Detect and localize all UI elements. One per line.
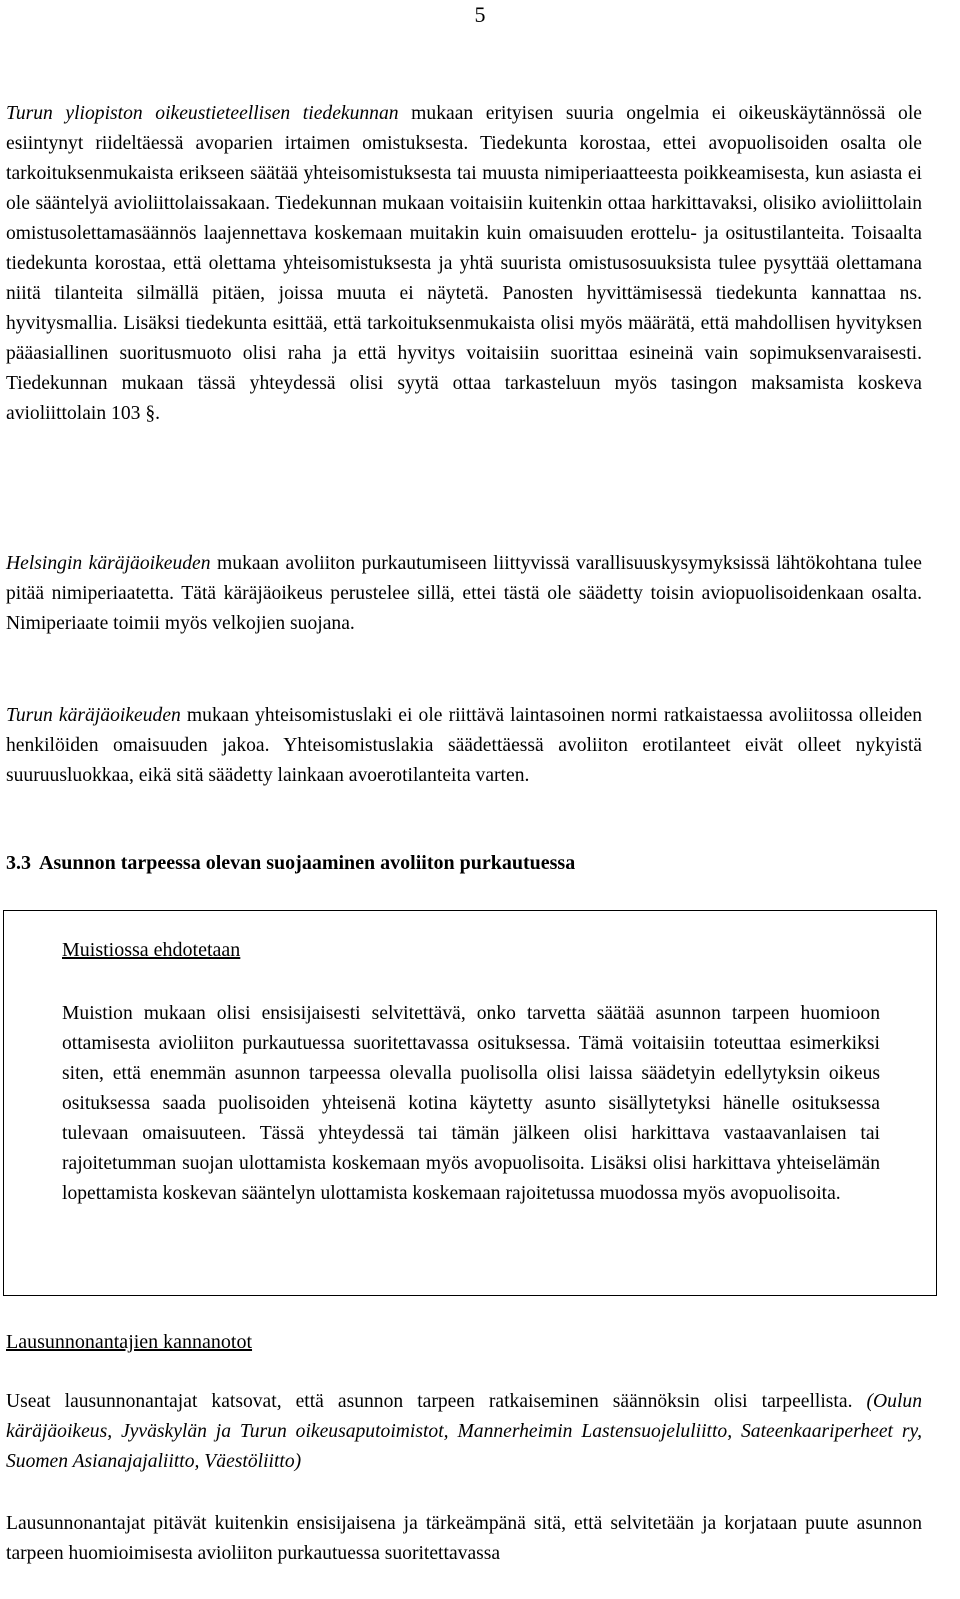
- statements-sources: (Oulun käräjäoikeus, Jyväskylän ja Turun oikeusaputoimistot, Mannerheimin Lastensuojeluliitto, Sateenkaariperheet ry, Suomen Asianajajaliitto, Väestöliitto): [6, 1391, 922, 1472]
- paragraph-lead: Turun käräjäoikeuden: [6, 705, 181, 726]
- paragraph-text: mukaan yhteisomistuslaki ei ole riittävä laintasoinen normi ratkaistaessa avoliitossa olleiden henkilöiden omaisuuden jakoa. Yhteisomistuslakia säädettäessä avoliiton erotilanteet eivät olleet nykyistä suuruusluokkaa, eikä sitä säädetty lainkaan avoerotilanteita varten.: [6, 705, 922, 786]
- section-title: Asunnon tarpeessa olevan suojaaminen avoliiton purkautuessa: [39, 852, 576, 874]
- paragraph-text: mukaan erityisen suuria ongelmia ei oikeuskäytännössä ole esiintynyt riideltäessä avoparien irtaimen omistuksesta. Tiedekunta korostaa, ettei avopuolisoiden osalta ole tarkoituksenmukaista erikseen säätää yhteisomistuksesta tai muusta nimiperiaatteesta poikkeamisesta, kun asiasta ei ole sääntelyä avioliittolaissakaan. Tiedekunnan mukaan voitaisiin kuitenkin ottaa harkittavaksi, olisiko avioliittolain omistusolettamasäännös laajennettava koskemaan muitakin kuin omaisuuden erottelu- ja ositustilanteita. Toisaalta tiedekunta korostaa, että olettama yhteisomistuksesta ja yhtä suurista omistusosuuksista tulee pysyttää olettamana niitä tilanteita silmällä pitäen, joissa muuta ei näytetä. Panosten hyvittämisessä tiedekunta kannattaa ns. hyvitysmallia. Lisäksi tiedekunta esittää, että tarkoituksenmukaista olisi myös määrätä, että mahdollisen hyvityksen pääasiallinen suoritusmuoto olisi raha ja että hyvitys voitaisiin suorittaa esineinä vain sopimuksenvaraisesti. Tiedekunnan mukaan tässä yhteydessä olisi syytä ottaa tarkasteluun myös tasingon maksamista koskeva avioliittolain 103 §.: [6, 103, 922, 424]
- statements-title: Lausunnonantajien kannanotot: [6, 1331, 253, 1353]
- section-number: 3.3: [6, 852, 31, 874]
- paragraph-lead: Helsingin käräjäoikeuden: [6, 553, 211, 574]
- statements-text: Useat lausunnonantajat katsovat, että asunnon tarpeen ratkaiseminen säännöksin olisi tarpeellista.: [6, 1391, 867, 1412]
- paragraph-turku-court: [6, 701, 922, 791]
- proposal-box-title: Muistiossa ehdotetaan: [62, 939, 241, 961]
- paragraph-turku-faculty: [6, 99, 922, 429]
- section-heading: [6, 848, 575, 878]
- proposal-box: [3, 910, 937, 1296]
- statements-paragraph-2: Lausunnonantajat pitävät kuitenkin ensisijaisena ja tärkeämpänä sitä, että selvitetään ja korjataan puute asunnon tarpeen huomioimisesta avioliiton purkautuessa suoritettavassa: [6, 1513, 922, 1564]
- proposal-box-text: Muistion mukaan olisi ensisijaisesti selvitettävä, onko tarvetta säätää asunnon tarpeen huomioon ottamisesta avioliiton purkautuessa suoritettavassa osituksessa. Tämä voitaisiin toteuttaa esimerkiksi siten, että enemmän asunnon tarpeessa olevalla puolisolla olisi laissa säädetyin edellytyksin oikeus osituksessa saada puolisoiden yhteisenä kotina käytetty asunto sisällytetyksi hänelle osituksessa tulevaan omaisuuteen. Tässä yhteydessä tai tämän jälkeen olisi harkittava vastaavanlaisen tai rajoitetumman suojan ulottamista koskemaan myös avopuolisoita. Lisäksi olisi harkittava yhteiselämän lopettamista koskevan sääntelyn ulottamista koskemaan rajoitetussa muodossa myös avopuolisoita.: [62, 1003, 880, 1204]
- paragraph-helsinki-court: [6, 549, 922, 639]
- paragraph-text: mukaan avoliiton purkautumiseen liittyvissä varallisuuskysymyksissä lähtökohtana tulee pitää nimiperiaatetta. Tätä käräjäoikeus perustelee sillä, ettei tästä ole säädetty toisin aviopuolisoidenkaan osalta. Nimiperiaate toimii myös velkojien suojana.: [6, 553, 922, 634]
- statements-paragraph-1: [6, 1387, 922, 1477]
- page-number: 5: [474, 2, 486, 27]
- paragraph-lead: Turun yliopiston oikeustieteellisen tiedekunnan: [6, 103, 399, 124]
